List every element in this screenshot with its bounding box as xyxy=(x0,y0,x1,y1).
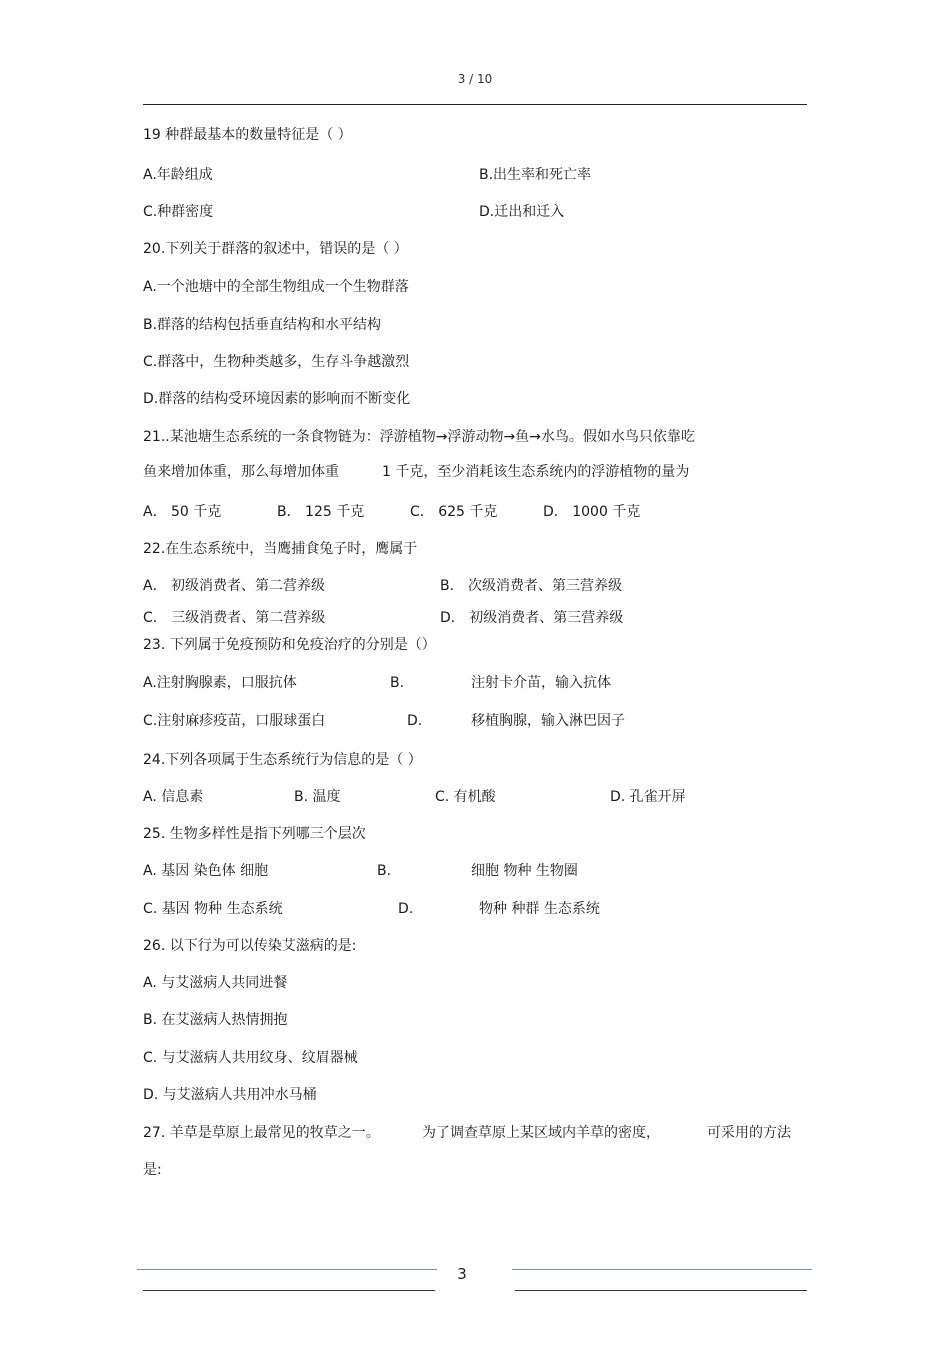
text-line: 为了调查草原上某区域内羊草的密度， xyxy=(422,1125,660,1141)
footer-rule-right-upper xyxy=(512,1269,812,1270)
text-line: D.群落的结构受环境因素的影响而不断变化 xyxy=(143,391,411,407)
text-line: 22.在生态系统中，当鹰捕食兔子时，鹰属于 xyxy=(143,541,418,557)
text-line: D． 1000 千克 xyxy=(543,504,641,520)
text-line: 23. 下列属于免疫预防和免疫治疗的分别是（） xyxy=(143,637,436,653)
text-line: B.群落的结构包括垂直结构和水平结构 xyxy=(143,317,382,333)
text-line: B. xyxy=(390,675,405,691)
text-line: 1 千克，至少消耗该生态系统内的浮游植物的量为 xyxy=(382,464,690,480)
text-line: A. 信息素 xyxy=(143,789,204,805)
text-line: D.迁出和迁入 xyxy=(479,204,565,220)
text-line: B. xyxy=(377,863,392,879)
text-line: C.注射麻疹疫苗，口服球蛋白 xyxy=(143,713,326,729)
text-line: C. 基因 物种 生态系统 xyxy=(143,901,283,917)
text-line: 可采用的方法 xyxy=(707,1125,791,1141)
text-line: 21..某池塘生态系统的一条食物链为：浮游植物→浮游动物→鱼→水鸟。假如水鸟只依靠吃 xyxy=(143,429,695,445)
text-line: C. 与艾滋病人共用纹身、纹眉器械 xyxy=(143,1050,358,1066)
text-line: 19 种群最基本的数量特征是（ ） xyxy=(143,127,352,143)
text-line: A. 基因 染色体 细胞 xyxy=(143,863,269,879)
header-rule xyxy=(143,104,807,105)
footer-page-number: 3 xyxy=(457,1265,467,1283)
text-line: 26. 以下行为可以传染艾滋病的是: xyxy=(143,938,357,954)
text-line: D． 初级消费者、第三营养级 xyxy=(440,610,624,626)
text-line: C. 有机酸 xyxy=(435,789,496,805)
text-line: A.年龄组成 xyxy=(143,167,213,183)
footer-rule-right-lower xyxy=(515,1290,807,1291)
text-line: 移植胸腺，输入淋巴因子 xyxy=(471,713,625,729)
text-line: C． 625 千克 xyxy=(410,504,498,520)
text-line: B. 温度 xyxy=(294,789,341,805)
text-line: 25. 生物多样性是指下列哪三个层次 xyxy=(143,826,366,842)
page-indicator: 3 / 10 xyxy=(457,72,493,86)
text-line: 细胞 物种 生物圈 xyxy=(471,863,578,879)
text-line: A． 50 千克 xyxy=(143,504,222,520)
text-line: 是: xyxy=(143,1162,162,1178)
text-line: D. 与艾滋病人共用冲水马桶 xyxy=(143,1087,317,1103)
text-line: C． 三级消费者、第二营养级 xyxy=(143,610,326,626)
text-line: A.一个池塘中的全部生物组成一个生物群落 xyxy=(143,279,409,295)
text-line: 27. 羊草是草原上最常见的牧草之一。 xyxy=(143,1125,380,1141)
text-line: A． 初级消费者、第二营养级 xyxy=(143,578,326,594)
text-line: A.注射胸腺素，口服抗体 xyxy=(143,675,297,691)
text-line: B.出生率和死亡率 xyxy=(479,167,592,183)
text-line: D. xyxy=(407,713,423,729)
text-line: D. xyxy=(398,901,414,917)
text-line: 物种 种群 生态系统 xyxy=(479,901,600,917)
text-line: C.群落中，生物种类越多，生存斗争越激烈 xyxy=(143,354,410,370)
text-line: B. 在艾滋病人热情拥抱 xyxy=(143,1012,288,1028)
text-line: B． 125 千克 xyxy=(277,504,365,520)
text-line: 24.下列各项属于生态系统行为信息的是（ ） xyxy=(143,752,422,768)
text-line: 20.下列关于群落的叙述中，错误的是（ ） xyxy=(143,241,408,257)
text-line: 注射卡介苗，输入抗体 xyxy=(471,675,611,691)
text-line: 鱼来增加体重，那么每增加体重 xyxy=(143,464,339,480)
text-line: A. 与艾滋病人共同进餐 xyxy=(143,975,288,991)
footer-rule-left-lower xyxy=(143,1290,435,1291)
text-line: B． 次级消费者、第三营养级 xyxy=(440,578,623,594)
text-line: D. 孔雀开屏 xyxy=(610,789,686,805)
text-line: C.种群密度 xyxy=(143,204,214,220)
